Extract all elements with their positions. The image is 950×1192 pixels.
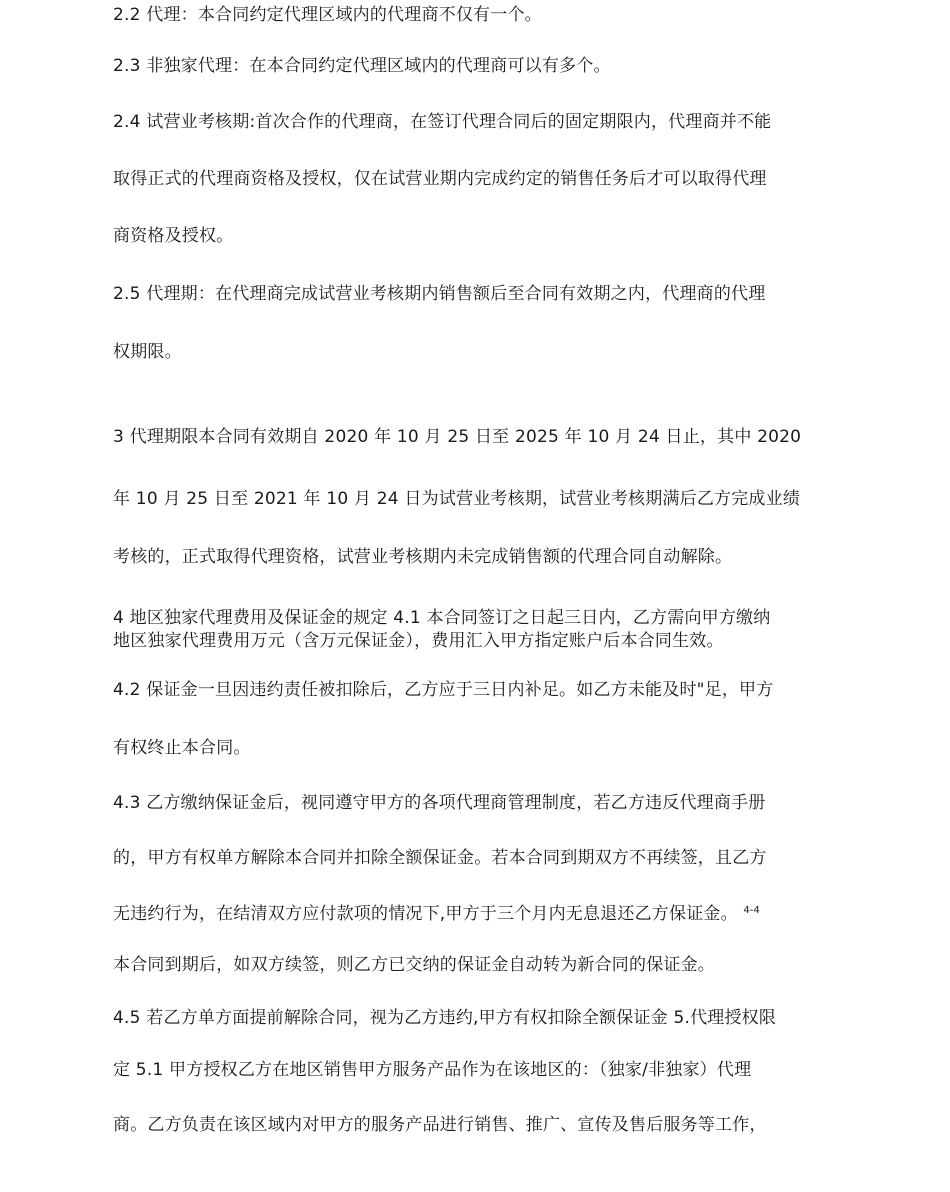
text-line-4-3a: 4.3 乙方缴纳保证金后，视同遵守甲方的各项代理商管理制度，若乙方违反代理商手册 [113,793,766,813]
text-line-2-4a: 2.4 试营业考核期:首次合作的代理商，在签订代理合同后的固定期限内，代理商并不能 [113,112,772,132]
text-line-4-2a: 4.2 保证金一旦因违约责任被扣除后，乙方应于三日内补足。如乙方未能及时"足，甲方 [113,680,774,700]
text-line-2-2: 2.2 代理：本合同约定代理区域内的代理商不仅有一个。 [113,5,542,25]
text-line-3c: 考核的，正式取得代理资格，试营业考核期内未完成销售额的代理合同自动解除。 [113,547,733,567]
text-line-2-5b: 权期限。 [113,342,182,362]
text-line-3a: 3 代理期限本合同有效期自 2020 年 10 月 25 日至 2025 年 10 月 24 日止，其中 2020 [113,427,802,447]
text-line-4-5b: 定 5.1 甲方授权乙方在地区销售甲方服务产品作为在该地区的：（独家/非独家）代理 [113,1060,752,1080]
text-line-4-1a: 4 地区独家代理费用及保证金的规定 4.1 本合同签订之日起三日内，乙方需向甲方缴纳 [113,608,771,628]
text-line-4-1b: 地区独家代理费用万元（含万元保证金），费用汇入甲方指定账户后本合同生效。 [113,631,724,651]
text-line-4-3c [113,900,760,925]
text-line-4-3c-body: 无违约行为，在结清双方应付款项的情况下,甲方于三个月内无息退还乙方保证金。 [113,904,738,924]
text-line-2-4b: 取得正式的代理商资格及授权，仅在试营业期内完成约定的销售任务后才可以取得代理 [113,169,767,189]
text-line-2-3: 2.3 非独家代理：在本合同约定代理区域内的代理商可以有多个。 [113,56,611,76]
text-line-4-5a: 4.5 若乙方单方面提前解除合同，视为乙方违约,甲方有权扣除全额保证金 5.代理授权限 [113,1008,777,1028]
text-line-4-4: 本合同到期后，如双方续签，则乙方已交纳的保证金自动转为新合同的保证金。 [113,955,715,975]
text-line-4-5c: 商。乙方负责在该区域内对甲方的服务产品进行销售、推广、宣传及售后服务等工作， [113,1115,767,1135]
text-line-4-2b: 有权终止本合同。 [113,738,251,758]
text-line-3b: 年 10 月 25 日至 2021 年 10 月 24 日为试营业考核期，试营业考核期满后乙方完成业绩 [113,489,801,509]
text-line-2-5a: 2.5 代理期：在代理商完成试营业考核期内销售额后至合同有效期之内，代理商的代理 [113,284,766,304]
text-line-4-3b: 的，甲方有权单方解除本合同并扣除全额保证金。若本合同到期双方不再续签，且乙方 [113,848,767,868]
superscript-mark: 4-4 [743,905,760,916]
text-line-2-4c: 商资格及授权。 [113,226,234,246]
